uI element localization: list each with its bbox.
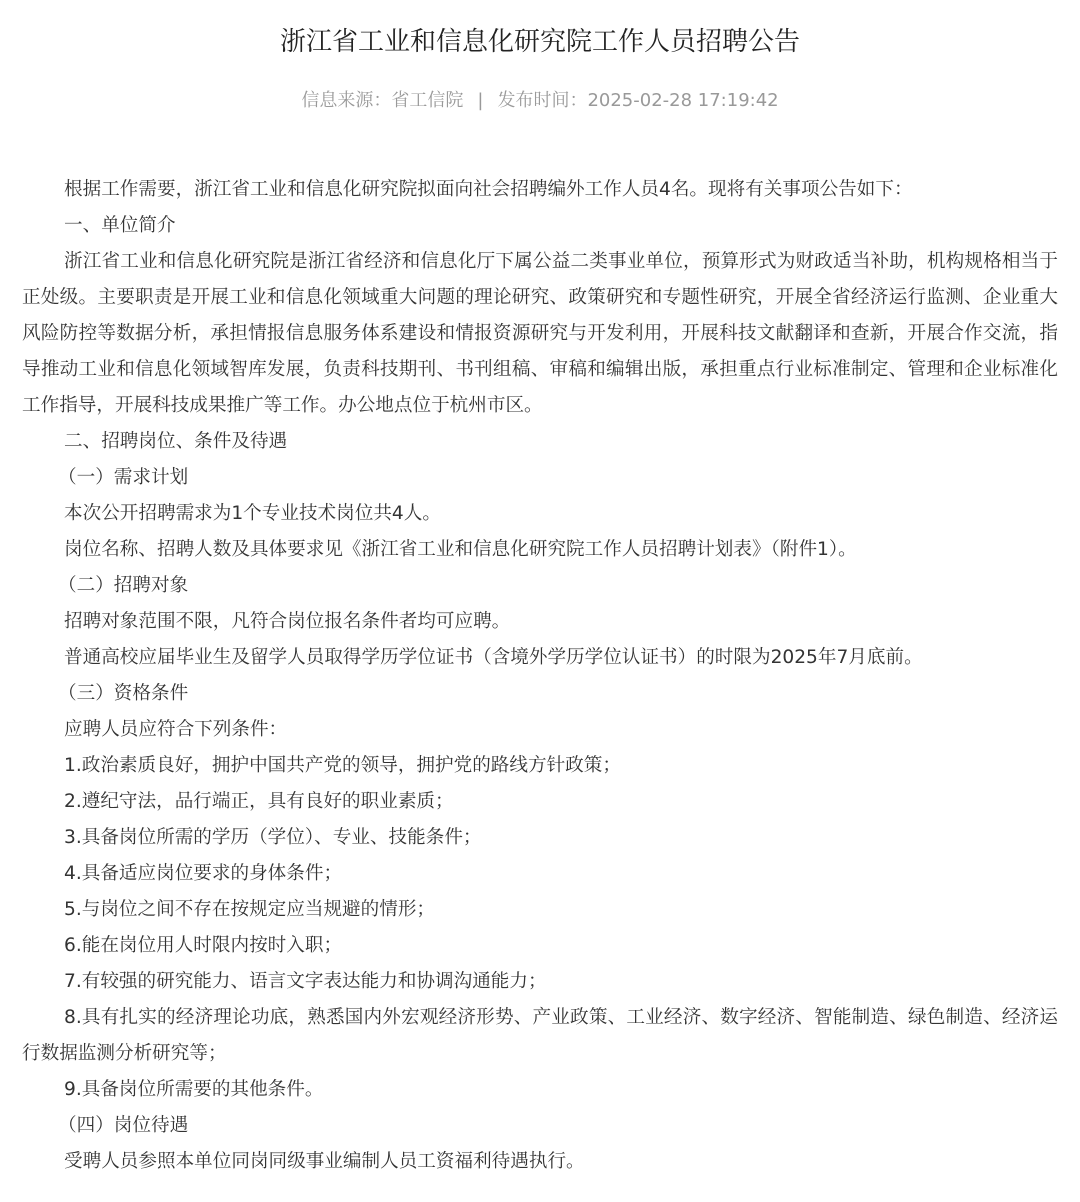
paragraph: 5.与岗位之间不存在按规定应当规避的情形；: [64, 899, 436, 920]
paragraph: （一）需求计划: [58, 467, 189, 488]
paragraph: 7.有较强的研究能力、语言文字表达能力和协调沟通能力；: [64, 971, 547, 992]
paragraph: 2.遵纪守法，品行端正，具有良好的职业素质；: [64, 791, 454, 812]
meta-separator: |: [477, 90, 484, 111]
paragraph: 本次公开招聘需求为1个专业技术岗位共4人。: [64, 503, 441, 524]
paragraph: （三）资格条件: [58, 683, 189, 704]
paragraph: （二）招聘对象: [58, 575, 189, 596]
paragraph: 应聘人员应符合下列条件：: [64, 719, 288, 740]
paragraph: 6.能在岗位用人时限内按时入职；: [64, 935, 343, 956]
paragraph: 8.具有扎实的经济理论功底，熟悉国内外宏观经济形势、产业政策、工业经济、数字经济、智能制造、绿色制造、经济运行数据监测分析研究等；: [22, 1007, 1058, 1064]
paragraph: 岗位名称、招聘人数及具体要求见《浙江省工业和信息化研究院工作人员招聘计划表》（附件1）。: [64, 539, 857, 560]
article-meta: [0, 86, 1080, 116]
paragraph: 9.具备岗位所需要的其他条件。: [64, 1079, 324, 1100]
publish-time: 发布时间：2025-02-28 17:19:42: [497, 90, 779, 111]
page-title: 浙江省工业和信息化研究院工作人员招聘公告: [279, 27, 800, 57]
paragraph: 1.政治素质良好，拥护中国共产党的领导，拥护党的路线方针政策；: [64, 755, 621, 776]
info-source: 信息来源：省工信院: [301, 90, 464, 111]
paragraph: （四）岗位待遇: [58, 1115, 189, 1136]
paragraph: 招聘对象范围不限，凡符合岗位报名条件者均可应聘。: [64, 611, 511, 632]
paragraph: 3.具备岗位所需的学历（学位）、专业、技能条件；: [64, 827, 482, 848]
paragraph: 根据工作需要，浙江省工业和信息化研究院拟面向社会招聘编外工作人员4名。现将有关事项公告如下：: [64, 179, 913, 200]
paragraph: 普通高校应届毕业生及留学人员取得学历学位证书（含境外学历学位认证书）的时限为2025年7月底前。: [64, 647, 923, 668]
paragraph: 受聘人员参照本单位同岗同级事业编制人员工资福利待遇执行。: [64, 1151, 585, 1172]
paragraph: 4.具备适应岗位要求的身体条件；: [64, 863, 343, 884]
paragraph: 浙江省工业和信息化研究院是浙江省经济和信息化厅下属公益二类事业单位，预算形式为财政适当补助，机构规格相当于正处级。主要职责是开展工业和信息化领域重大问题的理论研究、政策研究和专题性研究，开展全省经济运行监测、企业重大风险防控等数据分析，承担情报信息服务体系建设和情报资源研究与开发利用，开展科技文献翻译和查新，开展合作交流，指导推动工业和信息化领域智库发展，负责科技期刊、书刊组稿、审稿和编辑出版，承担重点行业标准制定、管理和企业标准化工作指导，开展科技成果推广等工作。办公地点位于杭州市区。: [22, 251, 1058, 416]
paragraph: 一、单位简介: [64, 215, 176, 236]
paragraph: 二、招聘岗位、条件及待遇: [64, 431, 288, 452]
article-body: [22, 172, 1058, 1180]
